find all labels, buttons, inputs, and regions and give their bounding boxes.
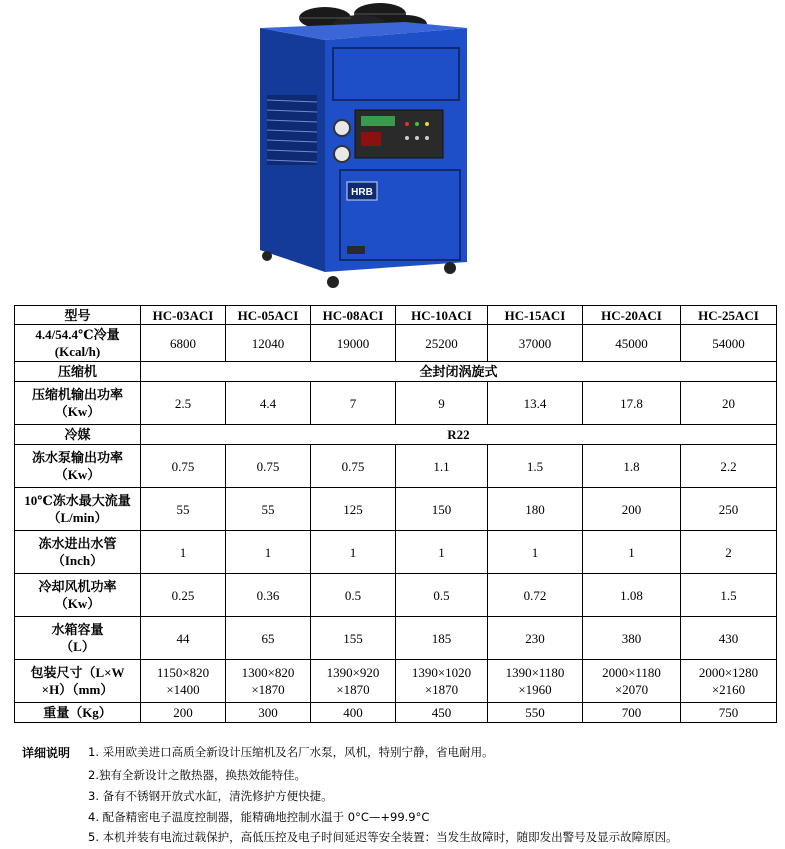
- spec-row: [15, 382, 777, 425]
- value-cell: 0.75: [226, 445, 311, 488]
- row-label-text: 压缩机输出功率: [31, 387, 123, 402]
- row-label-text: 压缩机: [57, 364, 97, 379]
- spec-row: [15, 703, 777, 723]
- value-line: 1390×920: [326, 665, 380, 680]
- value-cell: 55: [226, 488, 311, 531]
- value-cell: 550: [488, 703, 583, 723]
- value-cell: 200: [583, 488, 681, 531]
- row-label-text: 重量（Kg）: [43, 705, 112, 720]
- row-label: [15, 531, 141, 574]
- value-cell: 1.08: [583, 574, 681, 617]
- value-cell: 12040: [226, 325, 311, 362]
- row-label: [15, 445, 141, 488]
- value-cell: 180: [488, 488, 583, 531]
- value-cell: 0.36: [226, 574, 311, 617]
- value-cell: 19000: [311, 325, 396, 362]
- value-cell: [583, 660, 681, 703]
- value-cell: 1: [311, 531, 396, 574]
- value-line: ×1400: [166, 682, 200, 697]
- spec-row: [15, 362, 777, 382]
- value-line: 1390×1180: [505, 665, 565, 680]
- value-cell: 380: [583, 617, 681, 660]
- spec-row: [15, 574, 777, 617]
- spanning-value: R22: [141, 425, 777, 445]
- value-line: 2000×1180: [602, 665, 661, 680]
- value-cell: 750: [681, 703, 777, 723]
- row-label-unit: （L/min）: [47, 510, 108, 525]
- value-cell: 13.4: [488, 382, 583, 425]
- row-label-unit: ×H）（mm）: [41, 682, 114, 697]
- model-cell: HC-05ACI: [226, 306, 311, 325]
- row-label-text: 冻水泵输出功率: [31, 450, 123, 465]
- row-label: [15, 306, 141, 325]
- row-label-text: 4.4/54.4℃冷量: [35, 327, 120, 342]
- row-label: [15, 617, 141, 660]
- value-cell: 54000: [681, 325, 777, 362]
- row-label: [15, 362, 141, 382]
- value-cell: 1: [226, 531, 311, 574]
- value-cell: 1.5: [681, 574, 777, 617]
- spec-row: [15, 445, 777, 488]
- model-cell: HC-08ACI: [311, 306, 396, 325]
- row-label-text: 10℃冻水最大流量: [24, 493, 131, 508]
- row-label-unit: （Inch）: [51, 553, 104, 568]
- value-cell: [141, 660, 226, 703]
- row-label-text: 冷却风机功率: [38, 579, 117, 594]
- value-cell: 4.4: [226, 382, 311, 425]
- product-photo: [255, 0, 485, 292]
- value-line: ×1870: [424, 682, 459, 697]
- value-cell: [226, 660, 311, 703]
- value-cell: 1: [488, 531, 583, 574]
- value-cell: 1: [396, 531, 488, 574]
- spec-row: [15, 531, 777, 574]
- value-cell: 0.25: [141, 574, 226, 617]
- value-cell: 20: [681, 382, 777, 425]
- note-item: 4. 配备精密电子温度控制器，能精确地控制水温于 0°C—+99.9°C: [88, 810, 430, 824]
- value-cell: 300: [226, 703, 311, 723]
- value-cell: 0.75: [141, 445, 226, 488]
- value-cell: 250: [681, 488, 777, 531]
- model-cell: HC-20ACI: [583, 306, 681, 325]
- value-line: ×1870: [251, 682, 285, 697]
- row-label-unit: （L）: [60, 639, 95, 654]
- spec-row: [15, 325, 777, 362]
- value-cell: 400: [311, 703, 396, 723]
- value-cell: [488, 660, 583, 703]
- spec-row: [15, 488, 777, 531]
- value-cell: 0.72: [488, 574, 583, 617]
- value-cell: 9: [396, 382, 488, 425]
- note-item: 2.独有全新设计之散热器，换热效能特佳。: [88, 768, 306, 782]
- value-cell: 150: [396, 488, 488, 531]
- row-label: [15, 703, 141, 723]
- row-label: [15, 574, 141, 617]
- model-cell: HC-25ACI: [681, 306, 777, 325]
- value-cell: 450: [396, 703, 488, 723]
- spec-row: [15, 660, 777, 703]
- model-cell: HC-03ACI: [141, 306, 226, 325]
- value-cell: 200: [141, 703, 226, 723]
- value-line: ×1960: [518, 682, 552, 697]
- value-line: ×2070: [614, 682, 649, 697]
- value-cell: 700: [583, 703, 681, 723]
- note-item: 5. 本机并装有电流过载保护，高低压控及电子时间延迟等安全装置：当发生故障时，随即发出警号及显示故障原因。: [88, 830, 678, 844]
- model-cell: HC-10ACI: [396, 306, 488, 325]
- row-label: [15, 660, 141, 703]
- value-cell: 6800: [141, 325, 226, 362]
- value-cell: 2.5: [141, 382, 226, 425]
- row-label-unit: （Kw）: [54, 404, 101, 419]
- row-label-unit: （Kw）: [54, 596, 101, 611]
- value-cell: 37000: [488, 325, 583, 362]
- value-cell: 2.2: [681, 445, 777, 488]
- spec-row: [15, 425, 777, 445]
- spec-table: [14, 305, 777, 723]
- row-label-text: 水箱容量: [51, 622, 104, 637]
- value-cell: 1: [583, 531, 681, 574]
- model-row: [15, 306, 777, 325]
- value-line: 1150×820: [156, 665, 210, 680]
- value-cell: 55: [141, 488, 226, 531]
- value-cell: 230: [488, 617, 583, 660]
- value-cell: 1.8: [583, 445, 681, 488]
- value-line: 1300×820: [241, 665, 295, 680]
- row-label: [15, 425, 141, 445]
- row-label-text: 型号: [64, 307, 91, 323]
- note-item: 3. 备有不锈钢开放式水缸，清洗修护方便快捷。: [88, 789, 333, 803]
- spec-row: [15, 617, 777, 660]
- value-cell: [311, 660, 396, 703]
- value-cell: 2: [681, 531, 777, 574]
- value-line: ×1870: [336, 682, 370, 697]
- value-line: ×2160: [711, 682, 746, 697]
- value-cell: 17.8: [583, 382, 681, 425]
- value-line: 1390×1020: [411, 665, 472, 680]
- row-label: [15, 488, 141, 531]
- row-label: [15, 325, 141, 362]
- value-cell: 45000: [583, 325, 681, 362]
- value-cell: 155: [311, 617, 396, 660]
- value-cell: 65: [226, 617, 311, 660]
- spanning-value: 全封闭涡旋式: [141, 362, 777, 382]
- value-cell: 430: [681, 617, 777, 660]
- value-cell: 185: [396, 617, 488, 660]
- row-label: [15, 382, 141, 425]
- row-label-unit: (Kcal/h): [54, 344, 101, 359]
- value-cell: 0.5: [311, 574, 396, 617]
- model-cell: HC-15ACI: [488, 306, 583, 325]
- notes-title: 详细说明: [22, 746, 71, 760]
- chiller-unit-illustration: [255, 0, 485, 292]
- value-cell: 0.5: [396, 574, 488, 617]
- side-vent: [267, 95, 317, 165]
- control-panel: [355, 110, 443, 158]
- value-cell: [396, 660, 488, 703]
- row-label-unit: （Kw）: [54, 467, 101, 482]
- value-line: 2000×1280: [698, 665, 759, 680]
- value-cell: 1.5: [488, 445, 583, 488]
- value-cell: [681, 660, 777, 703]
- row-label-text: 冷媒: [64, 427, 91, 442]
- value-cell: 1: [141, 531, 226, 574]
- row-label-text: 冻水进出水管: [38, 536, 117, 551]
- note-item: 1. 采用欧美进口高质全新设计压缩机及名厂水泵，风机，特别宁静，省电耐用。: [88, 745, 494, 759]
- svg-text:HRB: HRB: [351, 187, 373, 198]
- value-cell: 0.75: [311, 445, 396, 488]
- value-cell: 25200: [396, 325, 488, 362]
- value-cell: 125: [311, 488, 396, 531]
- row-label-text: 包装尺寸（L×W: [30, 665, 125, 680]
- value-cell: 7: [311, 382, 396, 425]
- brand-logo: [347, 182, 377, 200]
- value-cell: 44: [141, 617, 226, 660]
- value-cell: 1.1: [396, 445, 488, 488]
